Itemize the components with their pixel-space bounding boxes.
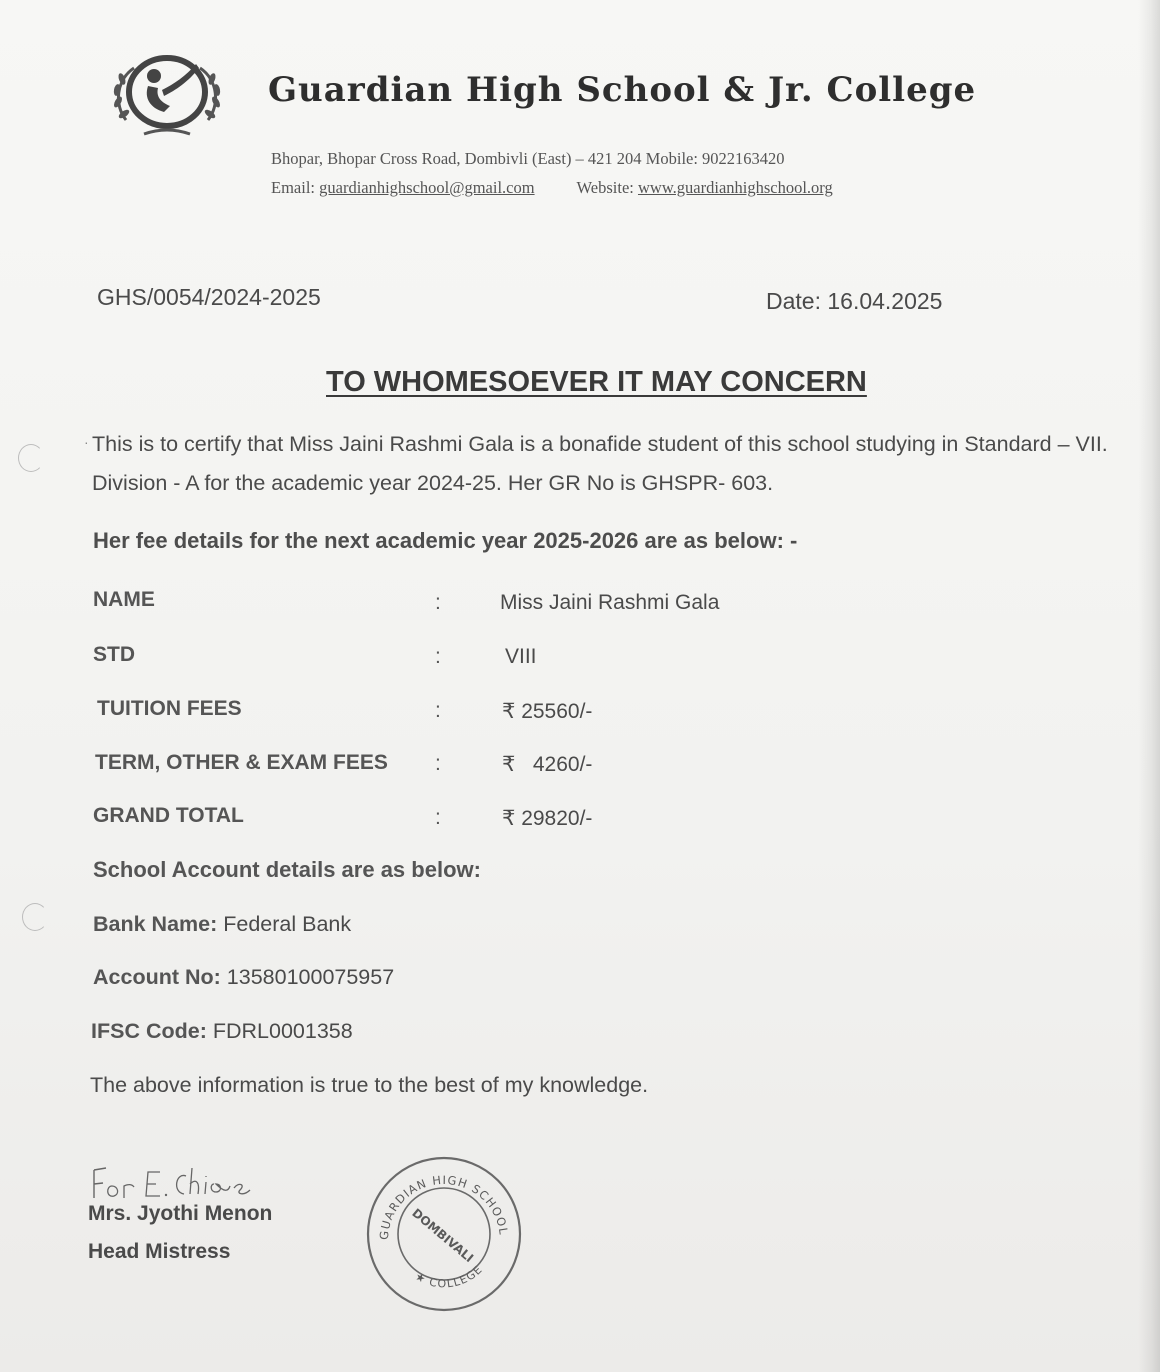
letter-heading: TO WHOMESOEVER IT MAY CONCERN (326, 366, 867, 398)
fee-label: TUITION FEES (97, 697, 242, 720)
ifsc-label: IFSC Code: (91, 1019, 207, 1043)
fee-intro: Her fee details for the next academic year 2025-2026 are as below: - (93, 528, 798, 553)
school-name: Guardian High School & Jr. College (268, 70, 977, 110)
fee-colon: : (435, 806, 441, 829)
fee-label: STD (93, 643, 135, 666)
fee-label: TERM, OTHER & EXAM FEES (95, 751, 388, 774)
punch-hole-top (18, 444, 44, 472)
account-number-row (93, 965, 394, 990)
handwritten-signature (88, 1162, 258, 1206)
punch-hole-bottom (22, 903, 48, 931)
fee-colon: : (435, 591, 441, 614)
email-link[interactable]: guardianhighschool@gmail.com (319, 178, 535, 197)
reference-number: GHS/0054/2024-2025 (97, 284, 321, 310)
school-address: Bhopar, Bhopar Cross Road, Dombivli (East) – 421 204 Mobile: 9022163420 (271, 149, 785, 168)
letter-date: Date: 16.04.2025 (766, 288, 943, 314)
signatory-title: Head Mistress (88, 1240, 231, 1263)
fee-label: GRAND TOTAL (93, 804, 244, 827)
fee-value: ₹ 25560/- (502, 700, 593, 723)
ifsc-row (91, 1019, 353, 1044)
svg-text:GUARDIAN HIGH SCHOOL: GUARDIAN HIGH SCHOOL (376, 1172, 511, 1241)
account-number-label: Account No: (93, 965, 221, 989)
certification-paragraph: This is to certify that Miss Jaini Rashmi Gala is a bonafide student of this school studying in Standard – VII. Division - A for the academic year 2024-25. Her GR No is GHSPR- 603. (92, 432, 1108, 495)
fee-label: NAME (93, 588, 155, 611)
signatory-name: Mrs. Jyothi Menon (88, 1202, 273, 1225)
bank-name-label: Bank Name: (93, 912, 218, 936)
school-logo-icon (104, 50, 230, 142)
fee-value: VIII (505, 645, 537, 668)
website-label: Website: (576, 178, 634, 197)
email-label: Email: (271, 178, 315, 197)
fee-colon: : (435, 752, 441, 775)
declaration-text: The above information is true to the best of my knowledge. (90, 1073, 649, 1097)
website-link[interactable]: www.guardianhighschool.org (637, 178, 833, 197)
fee-colon: : (435, 645, 441, 668)
account-number-value: 13580100075957 (226, 965, 395, 989)
svg-text:DOMBIVALI: DOMBIVALI (409, 1205, 477, 1266)
fee-value: Miss Jaini Rashmi Gala (500, 591, 720, 614)
school-seal-stamp (362, 1148, 526, 1316)
contact-line (271, 178, 833, 198)
ifsc-value: FDRL0001358 (212, 1019, 353, 1043)
fee-value: ₹ 4260/- (502, 753, 593, 776)
fee-value: ₹ 29820/- (502, 807, 593, 830)
bullet-dot: · (84, 434, 89, 450)
bank-name-value: Federal Bank (223, 912, 352, 936)
page-edge-shadow (1138, 0, 1160, 1372)
account-heading: School Account details are as below: (93, 857, 481, 882)
fee-colon: : (435, 699, 441, 722)
svg-text:★ COLLEGE: ★ COLLEGE (412, 1262, 486, 1291)
bank-name-row (93, 912, 351, 937)
